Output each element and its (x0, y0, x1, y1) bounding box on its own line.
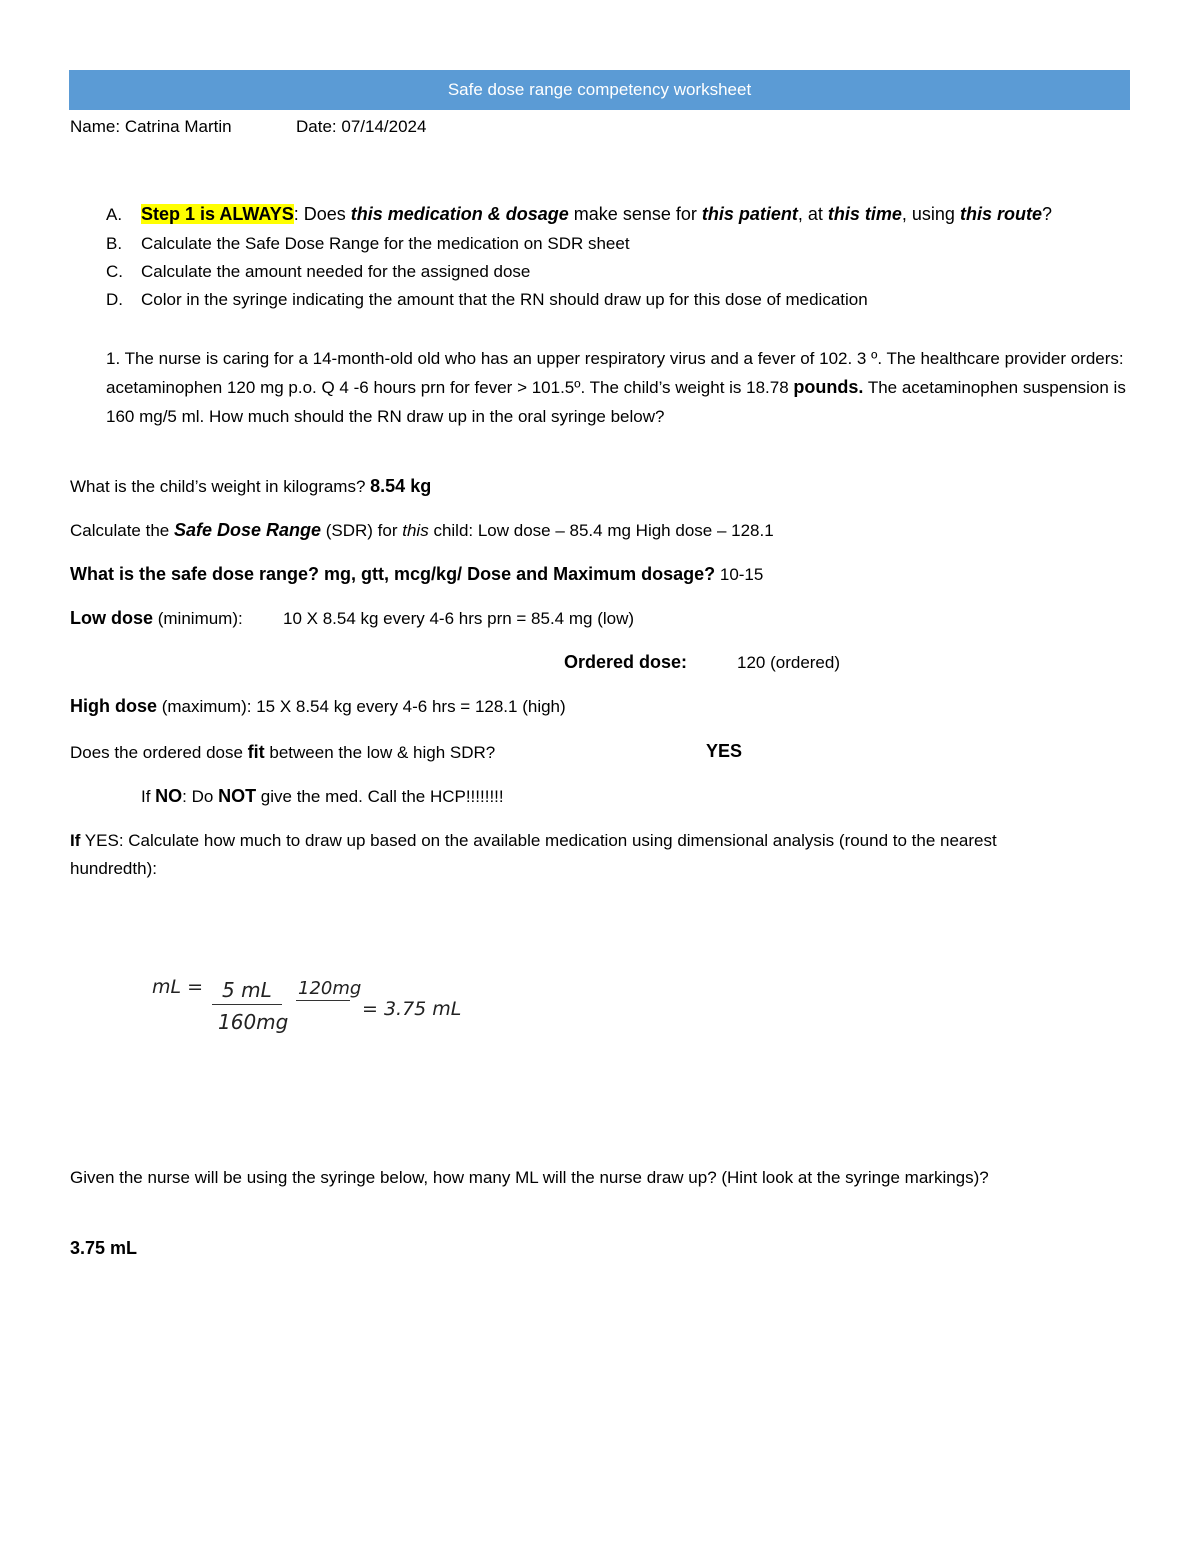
ordered-dose-value: 120 (ordered) (737, 653, 841, 672)
low-dose-calc: 10 X 8.54 kg every 4-6 hrs prn = 85.4 mg (low) (283, 609, 635, 628)
fit-answer: YES (706, 741, 743, 761)
question-1: 1. The nurse is caring for a 14-month-old old who has an upper respiratory virus and a fever of 102. 3 º. The healthcare provider orders: acetaminophen 120 mg p.o. Q 4 -6 hours prn for fever > 101.5º. The child’s weight is 18.78 pounds. The acetaminophen suspension is 160 mg/5 ml. How much should the RN draw up in the oral syringe below? (106, 349, 1126, 426)
ordered-dose-label: Ordered dose: (564, 652, 688, 672)
sdr-question: What is the safe dose range? mg, gtt, mcg/kg/ Dose and Maximum dosage? 10-15 (70, 564, 764, 584)
if-yes-instruction: If YES: Calculate how much to draw up based on the available medication using dimensional analysis (round to the nearest hundredth): (70, 831, 997, 878)
high-dose-line: High dose (maximum): 15 X 8.54 kg every 4-6 hrs = 128.1 (high) (70, 696, 566, 716)
step-b: B. Calculate the Safe Dose Range for the medication on SDR sheet (106, 234, 630, 253)
weight-question: What is the child’s weight in kilograms? 8.54 kg (70, 476, 432, 496)
fraction-bar-1 (212, 1004, 282, 1005)
fit-question: Does the ordered dose fit between the low & high SDR? (70, 742, 496, 762)
step-c: C. Calculate the amount needed for the assigned dose (106, 262, 531, 281)
worksheet-title: Safe dose range competency worksheet (447, 80, 752, 99)
final-answer: 3.75 mL (70, 1238, 138, 1258)
low-dose-line: Low dose (minimum): (70, 608, 243, 628)
sdr-answer: 10-15 (719, 565, 764, 584)
syringe-question: Given the nurse will be using the syringe below, how many ML will the nurse draw up? (Hint look at the syringe markings)? (70, 1168, 989, 1187)
worksheet-title-banner (69, 70, 1130, 110)
weight-answer: 8.54 kg (370, 476, 432, 496)
step-d: D. Color in the syringe indicating the amount that the RN should draw up for this dose of medication (106, 290, 868, 309)
step-a: A. Step 1 is ALWAYS: Does this medication & dosage make sense for this patient, at this time, using this route? (106, 204, 1052, 224)
student-name: Catrina Martin (124, 117, 232, 136)
date-field: Date: 07/14/2024 (296, 117, 427, 136)
name-field: Name: Catrina Martin (70, 117, 232, 136)
worksheet-date: 07/14/2024 (341, 117, 427, 136)
fraction-bar-2 (296, 1000, 350, 1001)
sdr-calculation: Calculate the Safe Dose Range (SDR) for this child: Low dose – 85.4 mg High dose – 128.1 (70, 520, 774, 540)
if-no-instruction: If NO: Do NOT give the med. Call the HCP!!!!!!!! (141, 786, 504, 806)
